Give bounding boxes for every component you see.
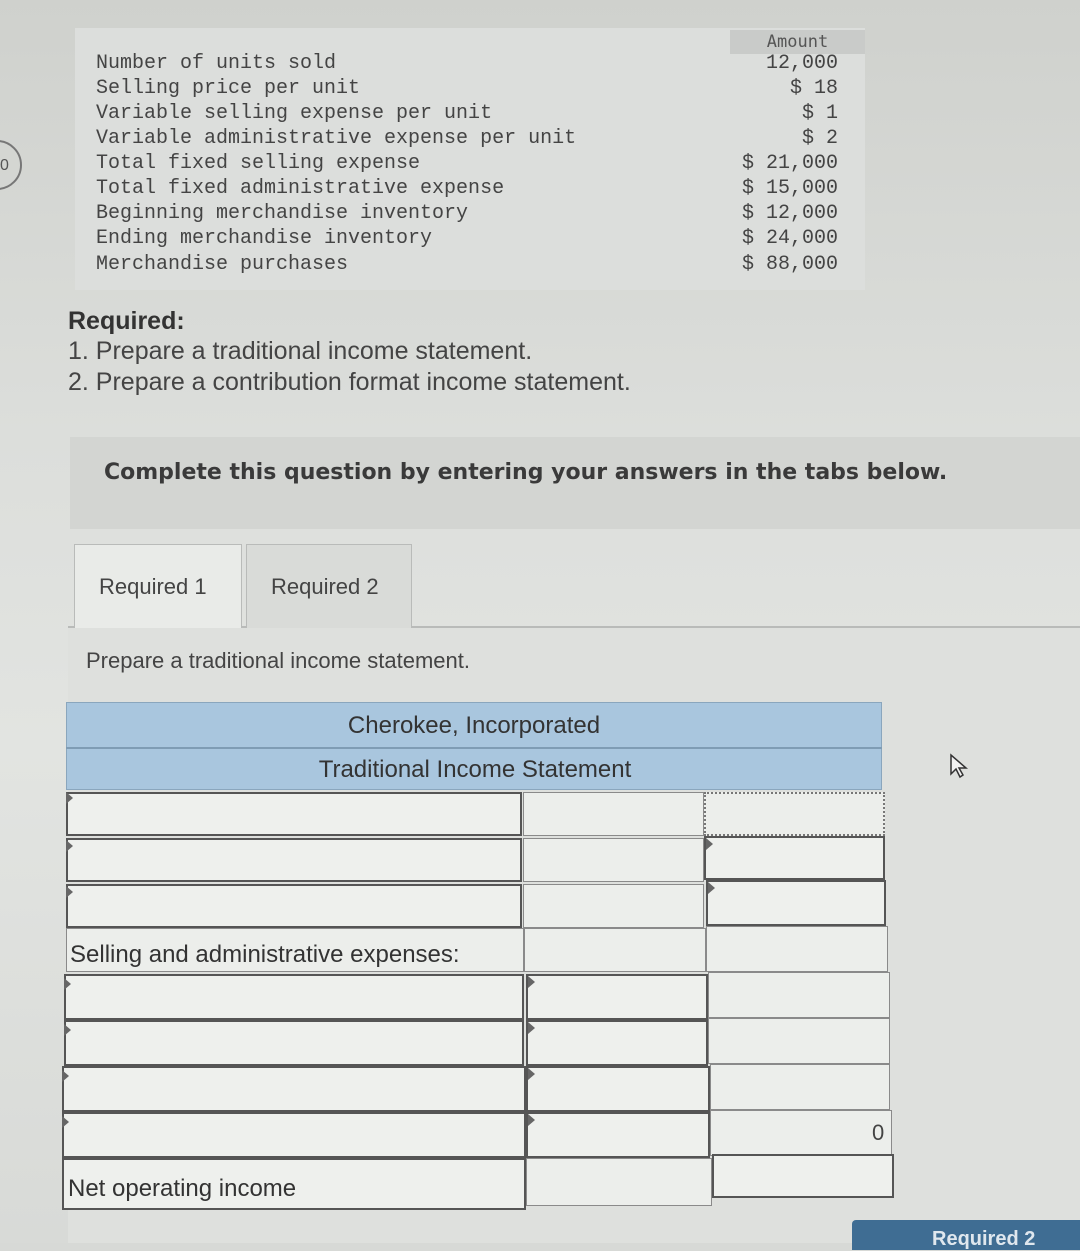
dropdown-marker-icon bbox=[708, 882, 715, 894]
data-row-label: Total fixed administrative expense bbox=[96, 177, 505, 200]
amount-cell bbox=[526, 1158, 712, 1206]
dropdown-marker-icon bbox=[64, 1024, 71, 1036]
net-operating-income-label: Net operating income bbox=[68, 1175, 297, 1202]
total-cell bbox=[708, 972, 890, 1018]
data-row-label: Number of units sold bbox=[96, 52, 337, 75]
dropdown-marker-icon bbox=[64, 978, 71, 990]
data-row-value: $ 88,000 bbox=[741, 253, 838, 276]
selling-admin-label: Selling and administrative expenses: bbox=[70, 941, 460, 968]
data-row-value: $ 1 bbox=[801, 102, 838, 125]
label-input[interactable] bbox=[62, 1066, 526, 1112]
amount-input[interactable] bbox=[526, 1020, 708, 1066]
total-cell bbox=[706, 926, 888, 972]
data-row bbox=[96, 126, 856, 151]
data-row-value: $ 18 bbox=[789, 77, 838, 100]
total-cell bbox=[710, 1064, 890, 1110]
statement-header-divider bbox=[66, 747, 882, 749]
data-row-label: Beginning merchandise inventory bbox=[96, 202, 469, 225]
amount-input[interactable] bbox=[526, 1112, 710, 1158]
amount-cell[interactable] bbox=[523, 884, 704, 928]
statement-title: Traditional Income Statement bbox=[318, 756, 632, 783]
data-row bbox=[96, 51, 856, 76]
data-row-value: $ 15,000 bbox=[741, 177, 838, 200]
total-input[interactable] bbox=[704, 792, 885, 836]
required-title: Required: bbox=[68, 307, 185, 335]
amount-input[interactable] bbox=[526, 1066, 710, 1112]
company-name: Cherokee, Incorporated bbox=[347, 712, 601, 739]
data-row-label: Variable administrative expense per unit bbox=[96, 127, 577, 150]
net-operating-income-input[interactable] bbox=[712, 1154, 894, 1198]
amount-cell[interactable] bbox=[523, 838, 704, 882]
data-row bbox=[96, 226, 856, 251]
required-item: 1. Prepare a traditional income statement. bbox=[68, 337, 533, 365]
instruction-text: Complete this question by entering your answers in the tabs below. bbox=[104, 460, 948, 485]
dropdown-marker-icon bbox=[706, 838, 713, 850]
dropdown-marker-icon bbox=[528, 1114, 535, 1126]
total-cell bbox=[710, 1110, 892, 1156]
total-input[interactable] bbox=[704, 836, 885, 880]
label-input[interactable] bbox=[64, 1020, 524, 1066]
dropdown-marker-icon bbox=[62, 1070, 69, 1082]
dropdown-marker-icon bbox=[62, 1116, 69, 1128]
data-row-label: Merchandise purchases bbox=[96, 253, 349, 276]
data-row bbox=[96, 201, 856, 226]
dropdown-marker-icon bbox=[66, 840, 73, 852]
label-input[interactable] bbox=[64, 974, 524, 1020]
required-item: 2. Prepare a contribution format income statement. bbox=[68, 368, 631, 396]
amount-input[interactable] bbox=[526, 974, 708, 1020]
total-input[interactable] bbox=[706, 880, 886, 926]
total-value: 0 bbox=[872, 1120, 885, 1145]
dropdown-marker-icon bbox=[66, 792, 73, 804]
next-tab-label: Required 2 bbox=[932, 1228, 1036, 1250]
data-row bbox=[96, 76, 856, 101]
data-row-value: $ 12,000 bbox=[741, 202, 838, 225]
data-row-label: Ending merchandise inventory bbox=[96, 227, 433, 250]
tab-required-1[interactable]: Required 1 bbox=[74, 544, 242, 628]
data-row bbox=[96, 101, 856, 126]
label-input[interactable] bbox=[66, 792, 522, 836]
data-row bbox=[96, 151, 856, 176]
data-row-value: 12,000 bbox=[765, 52, 838, 75]
dropdown-marker-icon bbox=[528, 1068, 535, 1080]
data-row bbox=[96, 252, 856, 277]
panel-prompt: Prepare a traditional income statement. bbox=[86, 648, 470, 673]
data-row bbox=[96, 176, 856, 201]
label-input[interactable] bbox=[66, 884, 522, 928]
amount-cell[interactable] bbox=[523, 792, 704, 836]
data-row-label: Selling price per unit bbox=[96, 77, 361, 100]
data-row-value: $ 21,000 bbox=[741, 152, 838, 175]
dropdown-marker-icon bbox=[66, 886, 73, 898]
label-input[interactable] bbox=[62, 1112, 526, 1158]
data-row-label: Variable selling expense per unit bbox=[96, 102, 493, 125]
data-row-value: $ 2 bbox=[801, 127, 838, 150]
data-row-value: $ 24,000 bbox=[741, 227, 838, 250]
required-block bbox=[68, 306, 631, 398]
next-tab-button[interactable] bbox=[852, 1220, 1080, 1250]
amount-column-header: Amount bbox=[730, 30, 865, 54]
label-input[interactable] bbox=[66, 838, 522, 882]
data-row-label: Total fixed selling expense bbox=[96, 152, 421, 175]
dropdown-marker-icon bbox=[528, 976, 535, 988]
amount-cell bbox=[524, 928, 706, 972]
mouse-cursor-icon bbox=[948, 752, 974, 780]
total-cell bbox=[708, 1018, 890, 1064]
tab-required-2[interactable]: Required 2 bbox=[246, 544, 412, 628]
question-number: 0 bbox=[0, 157, 9, 174]
dropdown-marker-icon bbox=[528, 1022, 535, 1034]
